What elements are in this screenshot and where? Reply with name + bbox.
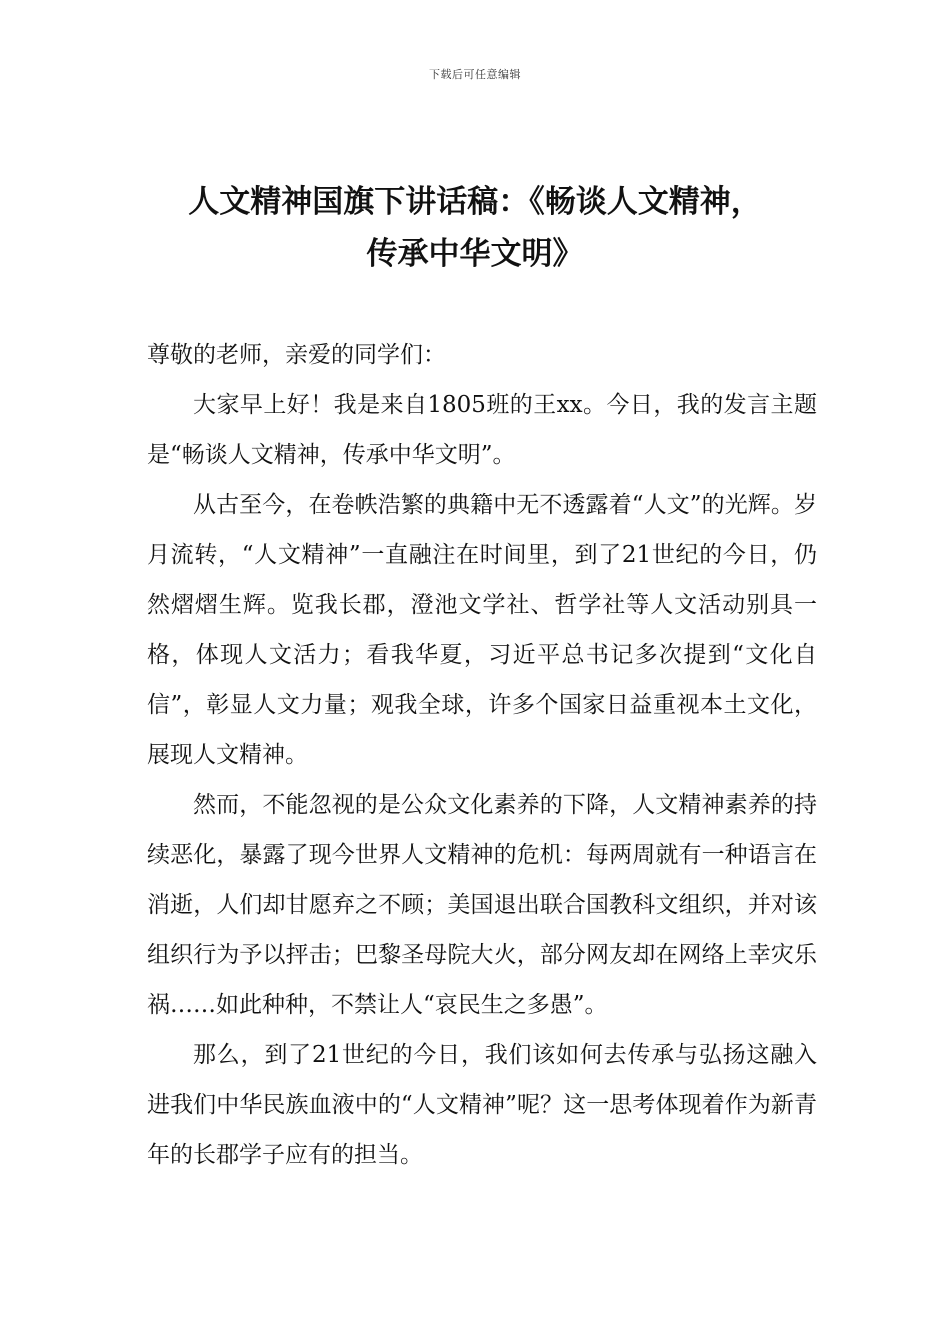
document-title-line-1: 人文精神国旗下讲话稿：《畅谈人文精神，: [188, 184, 762, 220]
salutation: 尊敬的老师，亲爱的同学们：: [147, 342, 446, 368]
paragraph: 然而，不能忽视的是公众文化素养的下降，人文精神素养的持续恶化，暴露了现今世界人文精神的危机：每两周就有一种语言在消逝，人们却甘愿弃之不顾；美国退出联合国教科文组织，并对该组织行为予以抨击；巴黎圣母院大火，部分网友却在网络上幸灾乐祸……如此种种，不禁让人“哀民生之多愚”。: [147, 792, 817, 1018]
page-header-note: 下载后可任意编辑: [429, 68, 521, 81]
paragraph: 大家早上好！我是来自1805班的王xx。今日，我的发言主题是“畅谈人文精神，传承中华文明”。: [147, 392, 817, 468]
document-title-line-2: 传承中华文明》: [366, 236, 584, 272]
paragraph: 那么，到了21世纪的今日，我们该如何去传承与弘扬这融入进我们中华民族血液中的“人文精神”呢？这一思考体现着作为新青年的长郡学子应有的担当。: [147, 1042, 817, 1168]
document-body: [147, 330, 817, 1180]
paragraph: 从古至今，在卷帙浩繁的典籍中无不透露着“人文”的光辉。岁月流转，“人文精神”一直融注在时间里，到了21世纪的今日，仍然熠熠生辉。览我长郡，澄池文学社、哲学社等人文活动别具一格，体现人文活力；看我华夏，习近平总书记多次提到“文化自信”，彰显人文力量；观我全球，许多个国家日益重视本土文化，展现人文精神。: [147, 492, 817, 768]
document-title: [120, 176, 830, 280]
